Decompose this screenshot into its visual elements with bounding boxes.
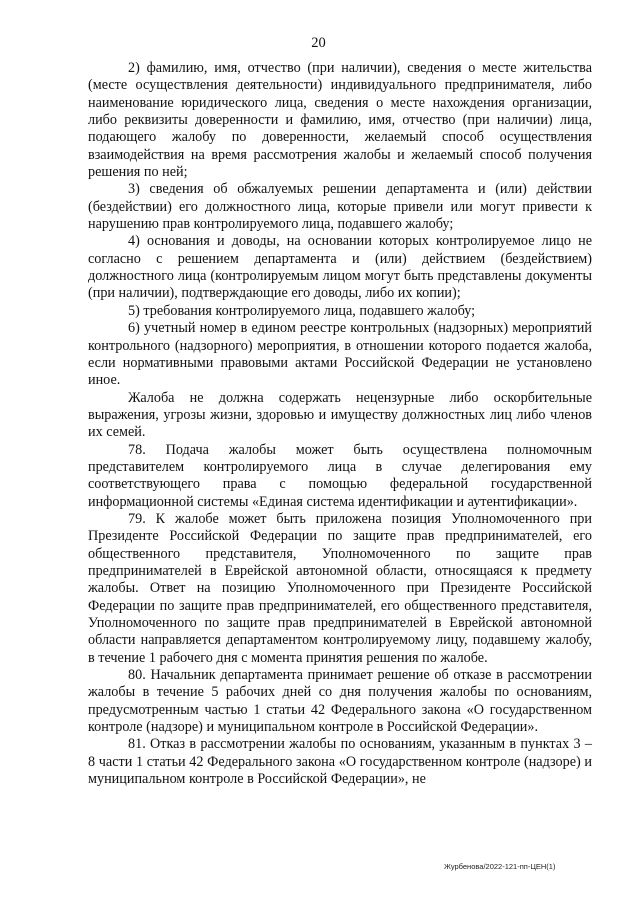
document-body [88, 60, 592, 788]
paragraph-81: 81. Отказ в рассмотрении жалобы по основаниям, указанным в пунктах 3 – 8 части 1 статьи 42 Федерального закона «О государственном контроле (надзоре) и муниципальном контроле в Российской Федерации», не [88, 736, 592, 788]
paragraph-item-4: 4) основания и доводы, на основании которых контролируемое лицо не согласно с решением департамента и (или) действием (бездействием) должностного лица (контролируемым лицом могут быть представлены документы (при наличии), подтверждающие его доводы, либо их копии); [88, 233, 592, 302]
paragraph-80: 80. Начальник департамента принимает решение об отказе в рассмотрении жалобы в течение 5 рабочих дней со дня получения жалобы по основаниям, предусмотренным частью 1 статьи 42 Федерального закона «О государственном контроле (надзоре) и муниципальном контроле в Российской Федерации». [88, 667, 592, 736]
paragraph-79: 79. К жалобе может быть приложена позиция Уполномоченного при Президенте Российской Федерации по защите прав предпринимателей, его общественного представителя, Уполномоченного по защите прав предпринимателей в Еврейской автономной области, относящаяся к предмету жалобы. Ответ на позицию Уполномоченного при Президенте Российской Федерации по защите прав предпринимателей, его общественного представителя, Уполномоченного по защите прав предпринимателей в Еврейской автономной области направляется департаментом контролируемому лицу, подавшему жалобу, в течение 1 рабочего дня с момента принятия решения по жалобе. [88, 510, 592, 666]
paragraph-78: 78. Подача жалобы может быть осуществлена полномочным представителем контролируемого лица в случае делегирования ему соответствующего права с помощью федеральной государственной информационной системы «Единая система идентификации и аутентификации». [88, 441, 592, 510]
paragraph-item-3: 3) сведения об обжалуемых решении департамента и (или) действии (бездействии) его должностного лица, которые привели или могут привести к нарушению прав контролируемого лица, подавшего жалобу; [88, 181, 592, 233]
document-footer-code: Журбенова/2022-121-пп-ЦЕН(1) [444, 862, 556, 871]
page-number: 20 [311, 35, 326, 51]
paragraph-item-2: 2) фамилию, имя, отчество (при наличии), сведения о месте жительства (месте осуществления деятельности) индивидуального предпринимателя, либо наименование юридического лица, сведения о месте нахождения организации, либо реквизиты доверенности и фамилию, имя, отчество (при наличии) лица, подающего жалобу по доверенности, желаемый способ осуществления взаимодействия на время рассмотрения жалобы и желаемый способ получения решения по ней; [88, 60, 592, 181]
paragraph-item-5: 5) требования контролируемого лица, подавшего жалобу; [128, 302, 476, 319]
paragraph-item-6: 6) учетный номер в едином реестре контрольных (надзорных) мероприятий контрольного (надзорного) мероприятия, в отношении которого подается жалоба, если нормативными правовыми актами Российской Федерации не установлено иное. [88, 320, 592, 389]
paragraph-complaint-content: Жалоба не должна содержать нецензурные либо оскорбительные выражения, угрозы жизни, здоровью и имуществу должностных лиц либо членов их семей. [88, 389, 592, 441]
